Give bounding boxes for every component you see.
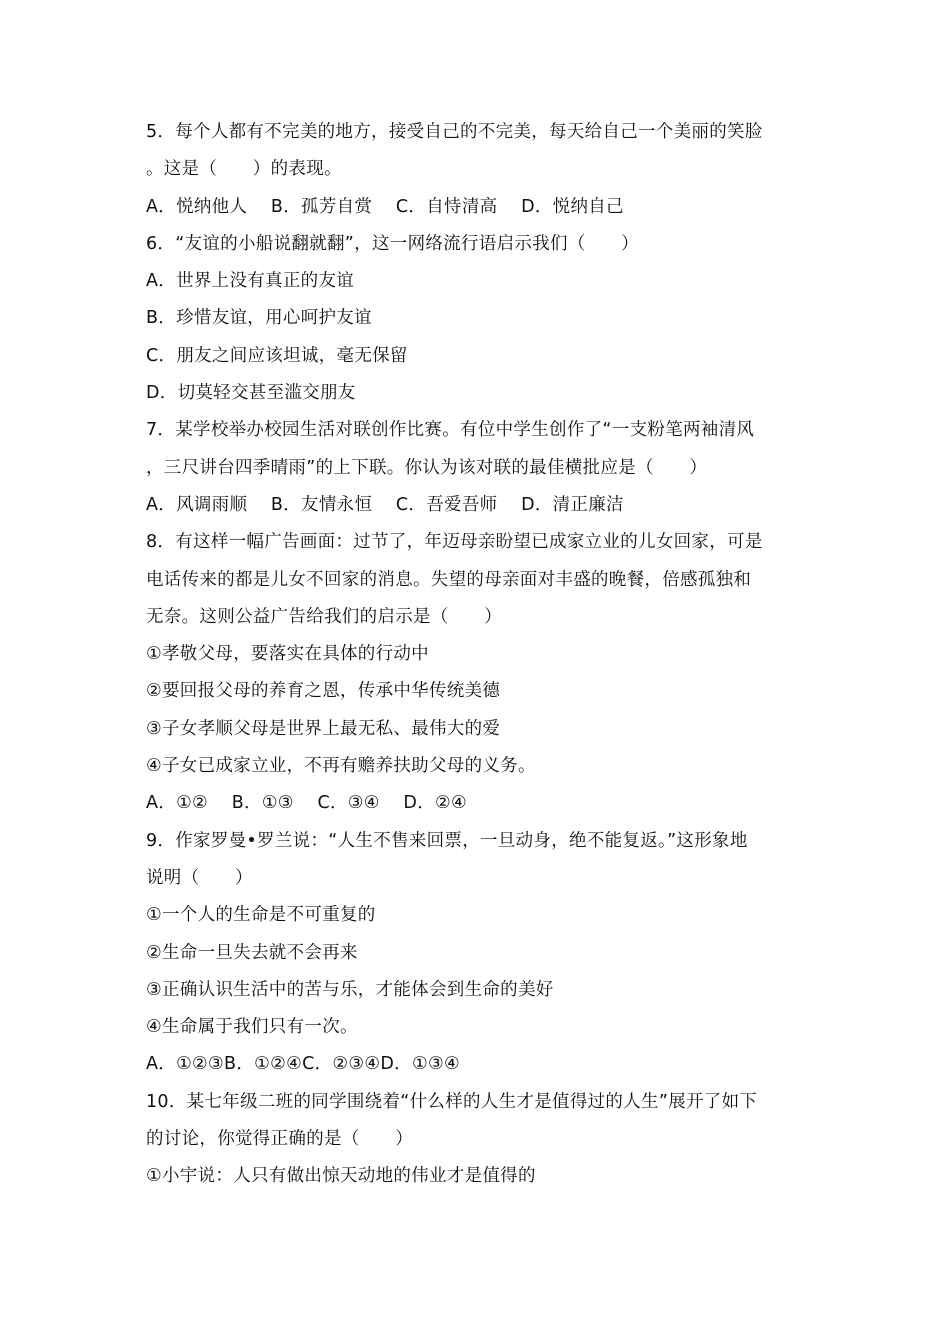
q8-statement-4: ④子女已成家立业，不再有赡养扶助父母的义务。 bbox=[146, 756, 536, 777]
q6-option-d: D．切莫轻交甚至滥交朋友 bbox=[146, 383, 356, 404]
q5-options: A．悦纳他人 B．孤芳自赏 C．自恃清高 D．悦纳自己 bbox=[146, 196, 624, 217]
q5-stem-line-2: 。这是（ ）的表现。 bbox=[146, 159, 342, 180]
q8-statement-2: ②要回报父母的养育之恩，传承中华传统美德 bbox=[146, 681, 501, 702]
q9-stem-line-1: 9．作家罗曼•罗兰说：“人生不售来回票，一旦动身，绝不能复返。”这形象地 bbox=[146, 830, 748, 851]
q9-statement-4: ④生命属于我们只有一次。 bbox=[146, 1017, 358, 1038]
q6-option-b: B．珍惜友谊，用心呵护友谊 bbox=[146, 308, 372, 329]
q7-stem-line-1: 7．某学校举办校园生活对联创作比赛。有位中学生创作了“一支粉笔两袖清风 bbox=[146, 420, 755, 441]
q6-stem: 6．“友谊的小船说翻就翻”，这一网络流行语启示我们（ ） bbox=[146, 233, 639, 254]
q8-options: A．①② B．①③ C．③④ D．②④ bbox=[146, 793, 467, 814]
q8-statement-1: ①孝敬父母，要落实在具体的行动中 bbox=[146, 644, 429, 665]
q10-stem-line-2: 的讨论，你觉得正确的是（ ） bbox=[146, 1129, 413, 1150]
q7-stem-line-2: ，三尺讲台四季晴雨”的上下联。你认为该对联的最佳横批应是（ ） bbox=[146, 457, 708, 478]
q6-option-a: A．世界上没有真正的友谊 bbox=[146, 271, 355, 292]
q8-stem-line-1: 8．有这样一幅广告画面：过节了，年迈母亲盼望已成家立业的儿女回家，可是 bbox=[146, 532, 763, 553]
q9-statement-2: ②生命一旦失去就不会再来 bbox=[146, 942, 358, 963]
q10-statement-1: ①小宇说：人只有做出惊天动地的伟业才是值得的 bbox=[146, 1166, 536, 1187]
q9-statement-1: ①一个人的生命是不可重复的 bbox=[146, 905, 376, 926]
q9-options: A．①②③B．①②④C．②③④D．①③④ bbox=[146, 1054, 460, 1075]
q9-stem-line-2: 说明（ ） bbox=[146, 867, 253, 888]
q8-stem-line-3: 无奈。这则公益广告给我们的启示是（ ） bbox=[146, 606, 502, 627]
q5-stem-line-1: 5．每个人都有不完美的地方，接受自己的不完美，每天给自己一个美丽的笑脸 bbox=[146, 122, 763, 142]
q7-options: A．风调雨顺 B．友情永恒 C．吾爱吾师 D．清正廉洁 bbox=[146, 494, 624, 515]
q8-stem-line-2: 电话传来的都是儿女不回家的消息。失望的母亲面对丰盛的晚餐，倍感孤独和 bbox=[146, 569, 752, 590]
q9-statement-3: ③正确认识生活中的苦与乐，才能体会到生命的美好 bbox=[146, 979, 554, 1000]
q8-statement-3: ③子女孝顺父母是世界上最无私、最伟大的爱 bbox=[146, 718, 501, 739]
q6-option-c: C．朋友之间应该坦诚，毫无保留 bbox=[146, 345, 408, 366]
question-list bbox=[146, 114, 826, 1196]
q10-stem-line-1: 10．某七年级二班的同学围绕着“什么样的人生才是值得过的人生”展开了如下 bbox=[146, 1091, 758, 1112]
